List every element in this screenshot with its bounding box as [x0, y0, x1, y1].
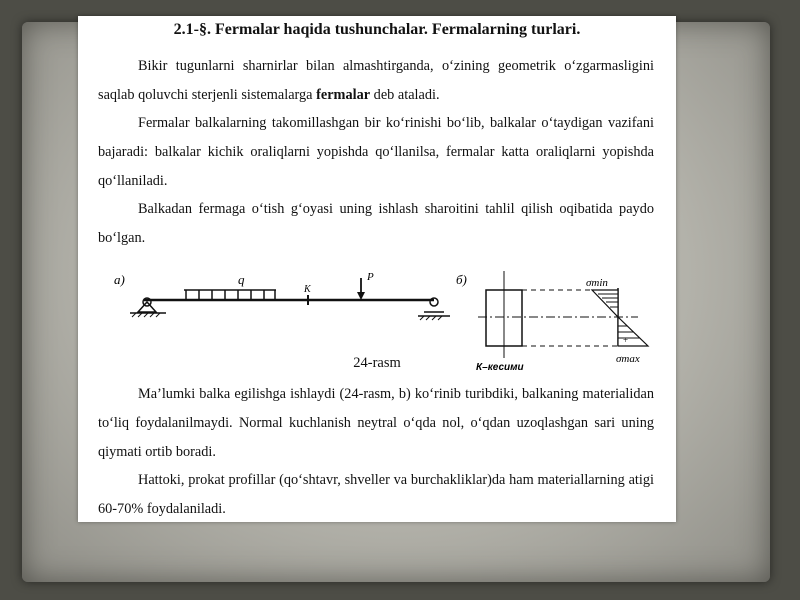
- distributed-load: [184, 290, 276, 299]
- sigma-min-label: σmin: [586, 277, 608, 289]
- paragraph-2: Fermalar balkalarning takomillashgan bir ko‘rinishi bo‘lib, balkalar o‘taydigan vazifani bajaradi: balkalar kichik oraliqlarni yopishda qo‘llanilsa, fermalar katta oraliqlarni yopishda qo‘llaniladi.: [98, 115, 654, 189]
- load-q-label: q: [238, 272, 245, 287]
- right-support: [418, 298, 450, 320]
- paragraph-5: Hattoki, prokat profillar (qo‘shtavr, shveller va burchakliklar)da ham materiallarning atigi 60-70% foydalaniladi.: [98, 472, 654, 517]
- paragraph-1: [98, 52, 654, 110]
- svg-text:+: +: [623, 335, 629, 345]
- point-k-label: К: [304, 284, 311, 295]
- sigma-max-label: σmax: [616, 353, 640, 365]
- paragraph-1-end: deb ataladi.: [370, 87, 440, 103]
- paragraph-4: Ma’lumki balka egilishga ishlaydi (24-rasm, b) ko‘rinib turibdiki, balkaning materialidan to‘liq foydalanilmaydi. Normal kuchlanish neytral o‘qda nol, o‘qdan uzoqlashgan sari uning qiymati ortib boradi.: [98, 386, 654, 460]
- section-title: 2.1-§. Fermalar haqida tushunchalar. Fermalarning turlari.: [173, 21, 581, 38]
- term-fermalar: fermalar: [316, 87, 371, 103]
- section-k-label: К–кесими: [476, 362, 524, 373]
- figure-caption: 24-rasm: [353, 355, 401, 371]
- paragraph-1-text: Bikir tugunlarni sharnirlar bilan almashtirganda, o‘zining geometrik o‘zgarmasligini saqlab qoluvchi sterjenli sistemalarga: [98, 58, 654, 103]
- force-p-label: P: [367, 271, 374, 283]
- paragraph-3: Balkadan fermaga o‘tish g‘oyasi uning ishlash sharoitini tahlil qilish oqibatida paydo bo‘lgan.: [98, 201, 654, 246]
- label-b: б): [456, 272, 467, 287]
- svg-text:−: −: [602, 293, 608, 303]
- label-a: а): [114, 272, 125, 287]
- document-page: [78, 16, 676, 522]
